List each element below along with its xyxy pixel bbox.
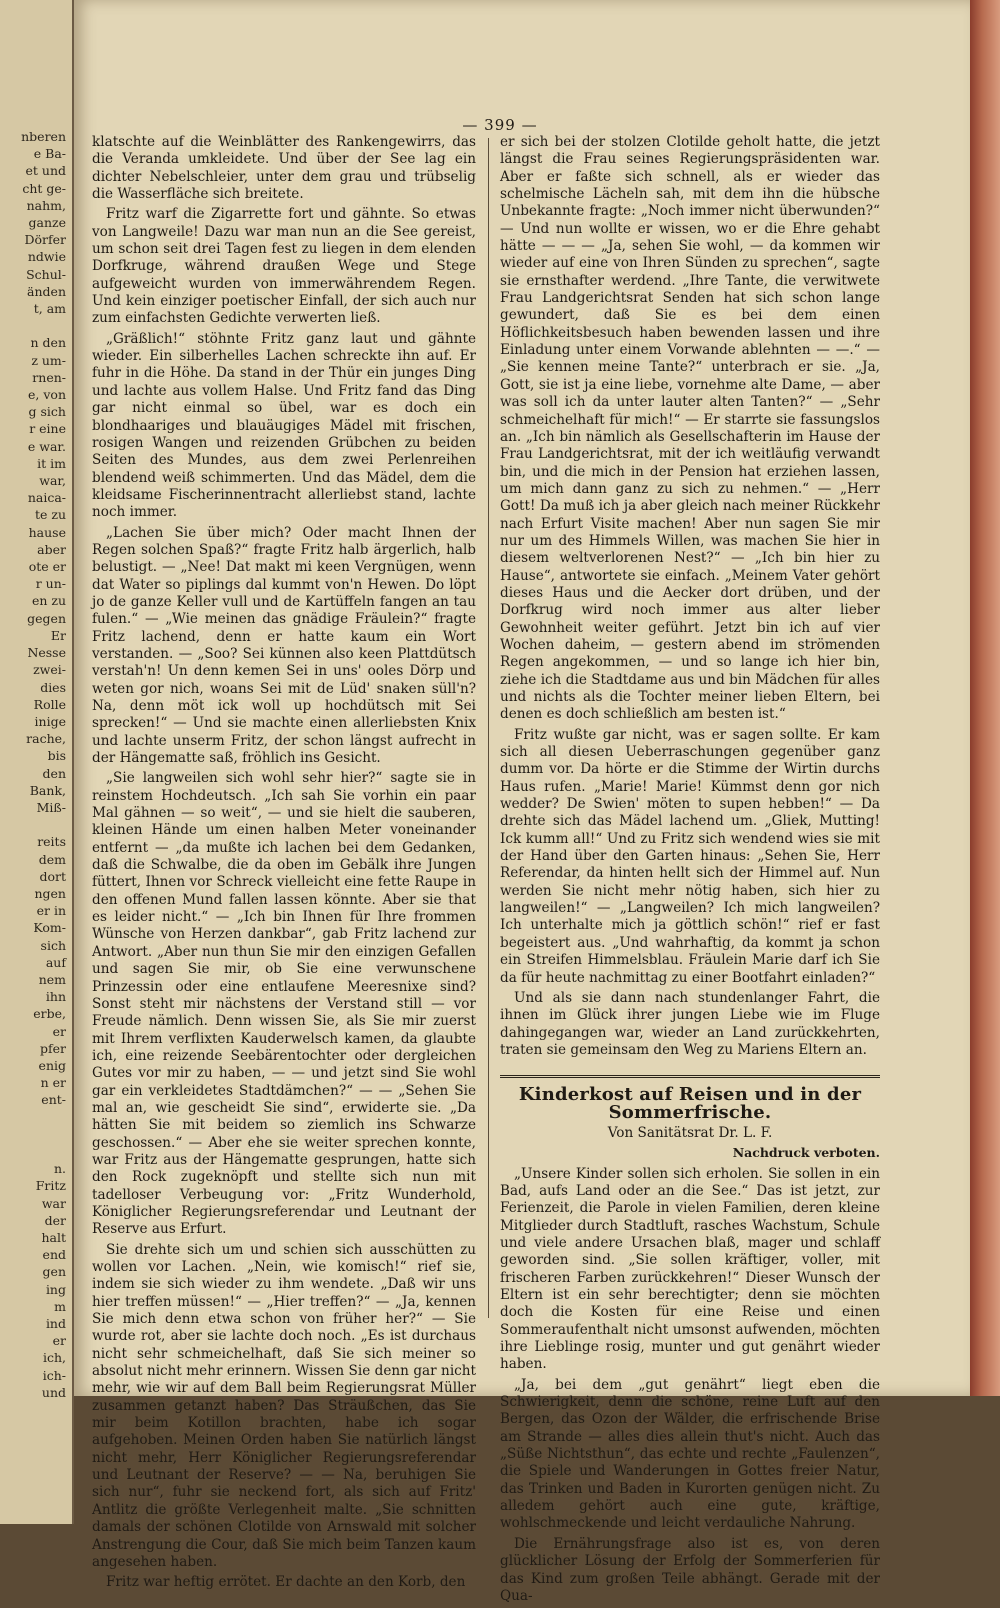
sliver-line: war, [39, 473, 66, 489]
sliver-line [0, 1143, 72, 1160]
sliver-line: e war. [27, 438, 66, 454]
sliver-line: dies [40, 679, 66, 695]
sliver-line: den [42, 765, 66, 781]
sliver-line: er [52, 1023, 66, 1039]
sliver-line: Rolle [33, 696, 66, 712]
sliver-line: g sich [28, 404, 66, 420]
sliver-line: m [54, 1298, 66, 1314]
sliver-line: rnen- [32, 369, 66, 385]
sliver-line: r eine [29, 421, 66, 437]
sliver-line: erbe, [33, 1006, 66, 1022]
paragraph: Fritz wußte gar nicht, was er sagen sollte. Er kam sich all diesen Ueberraschungen gegenüber ganz dumm vor. Da hörte er die Stimme der Wirtin durchs Haus rufen. „Marie! Marie! Kümmst denn gor nich wedder? De Swien' möten to supen hebben!“ — Da drehte sich das Mädel lachend um. „Gliek, Mutting! Ick kumm all!“ Und zu Fritz sich wendend wies sie mit der Hand über den Garten hinaus: „Sehen Sie, Herr Referendar, da hinten hellt sich der Himmel auf. Nun werden Sie nicht mehr nötig haben, sich hier zu langweilen!“ — „Langweilen? Ich mich langweilen? Ich unterhalte mich ja göttlich schön!“ rief er fast begeistert aus. „Und wahrhaftig, da kommt ja schon ein Streifen Himmelsblau. Fräulein Marie darf ich Sie da für heute nachmittag zu einer Bootfahrt einladen?“ [500, 726, 880, 986]
sliver-line: ent- [41, 1092, 66, 1108]
sliver-line: inige [34, 713, 66, 729]
sliver-line: nahm, [26, 197, 66, 213]
sliver-line: dort [39, 868, 66, 884]
sliver-line: sich [40, 937, 66, 953]
sliver-line: z um- [31, 352, 66, 368]
sliver-line: ndwie [27, 249, 66, 265]
sliver-line: e Ba- [33, 146, 66, 162]
sliver-line: Nesse [27, 645, 66, 661]
sliver-line: Dörfer [24, 232, 66, 248]
sliver-line: er in [36, 903, 66, 919]
sliver-line: und [41, 1384, 66, 1400]
paragraph: Sie drehte sich um und schien sich ausschütten zu wollen vor Lachen. „Nein, wie komisch!“ rief sie, indem sie sich wieder zu ihm wendete. „Daß wir uns hier treffen müssen!“ — „Hier treffen?“ — „Ja, kennen Sie mich denn etwa schon von früher her?“ — Sie wurde rot, aber sie lachte doch noch. „Es ist durchaus nicht sehr schmeichelhaft, daß Sie sich meiner so absolut nicht mehr erinnern. Wissen Sie denn gar nicht mehr, wie wir auf dem Ball beim Regierungsrat Müller zusammen getanzt haben? Das Sträußchen, das Sie mir beim Kotillon brachten, habe ich sogar aufgehoben. Meinen Orden haben Sie natürlich längst nicht mehr, Herr Königlicher Regierungsreferendar und Leutnant der Reserve? — — Na, beruhigen Sie sich nur“, fuhr sie neckend fort, als sich auf Fritz' Antlitz die größte Verlegenheit malte. „Sie schnitten damals der schönen Clotilde von Arnswald mit solcher Anstrengung die Cour, daß Sie mich beim Tanzen kaum angesehen haben. [92, 1241, 476, 1570]
sliver-line: hause [28, 524, 66, 540]
sliver-line: gegen [27, 610, 66, 626]
sliver-line: cht ge- [22, 180, 66, 196]
paragraph: „Lachen Sie über mich? Oder macht Ihnen der Regen solchen Spaß?“ fragte Fritz halb ärgerlich, halb belustigt. — „Nee! Dat makt mi keen Vergnügen, wenn dat Water so piplings dal kummt von'n Hewen. Do löpt jo de ganze Keller vull und de Kartüffeln fangen an tau fulen.“ — „Wie meinen das gnädige Fräulein?“ fragte Fritz lachend, denn er hatte kaum ein Wort verstanden. — „Soo? Sei künnen also keen Plattdütsch verstah'n! Un denn kemen Sei in uns' ooles Dörp und weten gor nich, woans Sei mit de Lüd' snaken süll'n? Na, denn möt ick woll up hochdütsch mit Sei sprecken!“ — Und sie machte einen allerliebsten Knix und lachte unserm Fritz, der schon längst aufrecht in der Hängematte saß, fröhlich ins Gesicht. [92, 524, 476, 767]
sliver-line: zwei- [33, 662, 66, 678]
sliver-line: ing [45, 1281, 66, 1297]
sliver-line: ote er [28, 559, 66, 575]
sliver-line: Schul- [26, 266, 66, 282]
article-byline: Von Sanitätsrat Dr. L. F. [607, 1124, 773, 1141]
sliver-line: halt [41, 1230, 66, 1245]
sliver-line: ich, [42, 1350, 66, 1366]
sliver-line: n er [40, 1075, 66, 1091]
sliver-line: e, von [28, 387, 66, 403]
sliver-line [0, 816, 72, 833]
paragraph: klatschte auf die Weinblätter des Rankengewirrs, das die Veranda umkleidete. Und über der See lag ein dichter Nebelschleier, unter dem grau und trübselig die Wasserfläche sich breitete. [92, 134, 476, 203]
sliver-line: nem [38, 971, 66, 987]
sliver-line: n. [53, 1161, 66, 1177]
sliver-line: nberen [21, 129, 66, 144]
paragraph: „Gräßlich!“ stöhnte Fritz ganz laut und gähnte wieder. Ein silberhelles Lachen schreckte ihn auf. Er fuhr in die Höhe. Da stand in der Thür ein junges Ding und lachte aus vollem Halse. Und Fritz fand das Ding gar nicht einmal so übel, war es doch ein blondhaariges und blauäugiges Mädel mit frischen, rosigen Wangen und reizenden Grübchen zu beiden Seiten des Mundes, aus dem zwei Perlenreihen blendend weiß schimmerten. Und das Mädel, dem die kleidsame Fischerinnentracht allerliebst stand, lachte noch immer. [92, 330, 476, 521]
column-divider [488, 138, 489, 1318]
sliver-line: te zu [34, 507, 66, 523]
sliver-line [0, 1126, 72, 1143]
sliver-line: Bank, [29, 782, 66, 798]
paragraph: „Sie langweilen sich wohl sehr hier?“ sagte sie in reinstem Hochdeutsch. „Ich sah Sie vorhin ein paar Mal gähnen — so weit“, — und sie hielt die sauberen, kleinen Hände um einen halben Meter voneinander entfernt — „da mußte ich lachen bei dem Gedanken, daß die Schwalbe, die da oben im Gebälk ihre Jungen füttert, Ihnen vor Schreck vielleicht eine fette Raupe in den offenen Mund fallen lassen könnte. Aber sie that es leider nicht.“ — „Ich bin Ihnen für Ihre frommen Wünsche von Herzen dankbar“, gab Fritz lachend zur Antwort. „Aber nun thun Sie mir den einzigen Gefallen und sagen Sie mir, ob Sie eine verwunschene Prinzessin oder eine entlaufene Meeresnixe sind? Sonst steht mir nächstens der Verstand still — vor Freude nämlich. Denn wissen Sie, als Sie mir zuerst mit Ihrem verflixten Kauderwelsch kamen, da glaubte ich, eine reizende Seebärentochter oder dergleichen Gutes vor mir zu haben, — — und jetzt sind Sie wohl gar ein verkleidetes Stadtdämchen?“ — — „Sehen Sie mal an, wie gescheidt Sie sind“, erwiderte sie. „Da hätten Sie mit beidem so ziemlich ins Schwarze geschossen.“ — Aber ehe sie weiter sprechen konnte, war Fritz aus der Hängematte gesprungen, hatte sich den Rock zugeknöpft und stellte sich nun mit tadelloser Verbeugung vor: „Fritz Wunderhold, Königlicher Regierungsreferendar und Leutnant der Reserve aus Erfurt. [92, 770, 476, 1238]
sliver-line: ganze [28, 215, 66, 231]
book-cover-edge [970, 0, 1000, 1396]
sliver-line: Fritz [35, 1178, 66, 1194]
sliver-line: ind [45, 1316, 66, 1332]
sliver-line: n den [30, 335, 66, 351]
left-column [92, 134, 476, 1595]
paragraph: „Unsere Kinder sollen sich erholen. Sie sollen in ein Bad, aufs Land oder an die See.“ Das ist jetzt, zur Ferienzeit, die Parole in vielen Familien, deren kleine Mitglieder durch Stadtluft, rasches Wachstum, Schule und viele andere Ursachen blaß, mager und schlaff geworden sind. „Sie sollen kräftiger, voller, mit frischeren Farben zurückkehren!“ Dieser Wunsch der Eltern ist ein sehr berechtigter; denn sie möchten doch die Kosten für eine Reise und einen Sommeraufenthalt nicht umsonst aufwenden, möchten ihre Lieblinge rosig, munter und gut genährt wieder haben. [500, 1165, 880, 1373]
sliver-line: ihn [45, 989, 66, 1005]
sliver-line: gen [42, 1264, 66, 1280]
sliver-line: pfer [39, 1040, 66, 1056]
sliver-line: en zu [31, 593, 66, 609]
sliver-line: aber [37, 541, 66, 557]
sliver-line [0, 317, 72, 334]
sliver-line: reits [37, 834, 66, 850]
sliver-line: Er [50, 627, 66, 643]
sliver-line: ich- [42, 1367, 66, 1383]
sliver-line: ngen [34, 885, 66, 901]
sliver-line: war [41, 1195, 66, 1211]
sliver-line: it im [37, 455, 66, 471]
sliver-line: rache, [26, 731, 66, 747]
page-number: — 399 — [462, 116, 538, 134]
article-title: Kinderkost auf Reisen und in der Sommerfrische. [500, 1075, 880, 1121]
previous-page-sliver [0, 0, 74, 1524]
sliver-line: der [44, 1212, 66, 1228]
sliver-line: änden [27, 283, 66, 299]
sliver-line: end [42, 1247, 66, 1263]
paragraph: Fritz warf die Zigarrette fort und gähnte. So etwas von Langweile! Dazu war man nun an die See gereist, um schon seit drei Tagen fest zu liegen in dem elenden Dorfkruge, während draußen Wege und Stege aufgeweicht wurden von immerwährendem Regen. Und kein einziger poetischer Einfall, der sich auch nur zum einfachsten Gedichte verwerten ließ. [92, 206, 476, 327]
paragraph: er sich bei der stolzen Clotilde geholt hatte, die jetzt längst die Frau seines Regierungspräsidenten war. Aber er faßte sich schnell, als er wieder das schelmische Lächeln sah, mit dem ihn die hübsche Unbekannte fragte: „Noch immer nicht überwunden?“ — Und nun wollte er wissen, wo er die Ehre gehabt hätte — — — „Ja, sehen Sie wohl, — da kommen wir wieder auf eine von Ihren Sünden zu sprechen“, sagte sie ernsthafter werdend. „Ihre Tante, die verwitwete Frau Landgerichtsrat Senden hat sich schon lange gewundert, daß Sie es bei dem einen Höflichkeitsbesuch haben bewenden lassen und ihre Einladung unter einem Vorwande ablehnten — —.“ — „Sie kennen meine Tante?“ unterbrach er sie. „Ja, Gott, sie ist ja eine liebe, vornehme alte Dame, — aber was soll ich da unter lauter alten Tanten?“ — „Sehr schmeichelhaft für mich!“ — Er starrte sie fassungslos an. „Ich bin nämlich als Gesellschafterin im Hause der Frau Landgerichtsrat, mit der ich weitläufig verwandt bin, und die mich in der Pension hat erziehen lassen, um mich dann ganz zu sich zu nehmen.“ — „Herr Gott! Da muß ich ja aber gleich nach meiner Rückkehr nach Erfurt Visite machen! Aber nun sagen Sie mir nur um des Himmels Willen, was machen Sie hier in diesem weltverlorenen Nest?“ — „Ich bin hier zu Hause“, antwortete sie einfach. „Meinem Vater gehört dieses Haus und die Aecker dort drüben, und der Dorfkrug wird noch immer aus alter lieber Gewohnheit weiter geführt. Jetzt bin ich auf vier Wochen daheim, — gestern abend im strömenden Regen angekommen, — und so lange ich hier bin, ziehe ich die Stadtdame aus und bin Mädchen für alles und nichts als die Tochter meiner lieben Eltern, bei denen es doch schließlich am besten ist.“ [500, 134, 880, 723]
sliver-line: et und [25, 163, 66, 179]
right-column [500, 134, 880, 1608]
sliver-line: naica- [27, 490, 66, 506]
sliver-line: auf [45, 954, 66, 970]
sliver-line: t, am [33, 301, 66, 317]
reprint-notice: Nachdruck verboten. [732, 1145, 880, 1161]
sliver-line: enig [38, 1057, 66, 1073]
sliver-line: r un- [35, 576, 66, 592]
paragraph: Fritz war heftig errötet. Er dachte an den Korb, den [106, 1574, 466, 1591]
paragraph: „Ja, bei dem „gut genährt“ liegt eben die Schwierigkeit, denn die schöne, reine Luft auf den Bergen, das Ozon der Wälder, die erfrischende Brise am Strande — alles dies allein thut's nicht. Auch das „Süße Nichtsthun“, das echte und rechte „Faulenzen“, die Spiele und Wanderungen in Gottes freier Natur, das Trinken und Baden in Kurorten genügen nicht. Zu alledem gehört auch eine gute, kräftige, wohlschmeckende und leicht verdauliche Nahrung. [500, 1376, 880, 1532]
sliver-line: bis [47, 748, 66, 764]
sliver-line: dem [38, 851, 66, 867]
sliver-line: er [52, 1333, 66, 1349]
paragraph: Die Ernährungsfrage also ist es, von deren glücklicher Lösung der Erfolg der Sommerferien für das Kind zum großen Teile abhängt. Gerade mit der Qua- [500, 1535, 880, 1604]
paragraph: Und als sie dann nach stundenlanger Fahrt, die ihnen im Glück ihrer jungen Liebe wie im Fluge dahingegangen war, wieder an Land zurückkehrten, traten sie gemeinsam den Weg zu Mariens Eltern an. [500, 989, 880, 1058]
sliver-line: Miß- [36, 799, 66, 815]
sliver-line [0, 1109, 72, 1126]
sliver-line: Kom- [33, 920, 66, 936]
